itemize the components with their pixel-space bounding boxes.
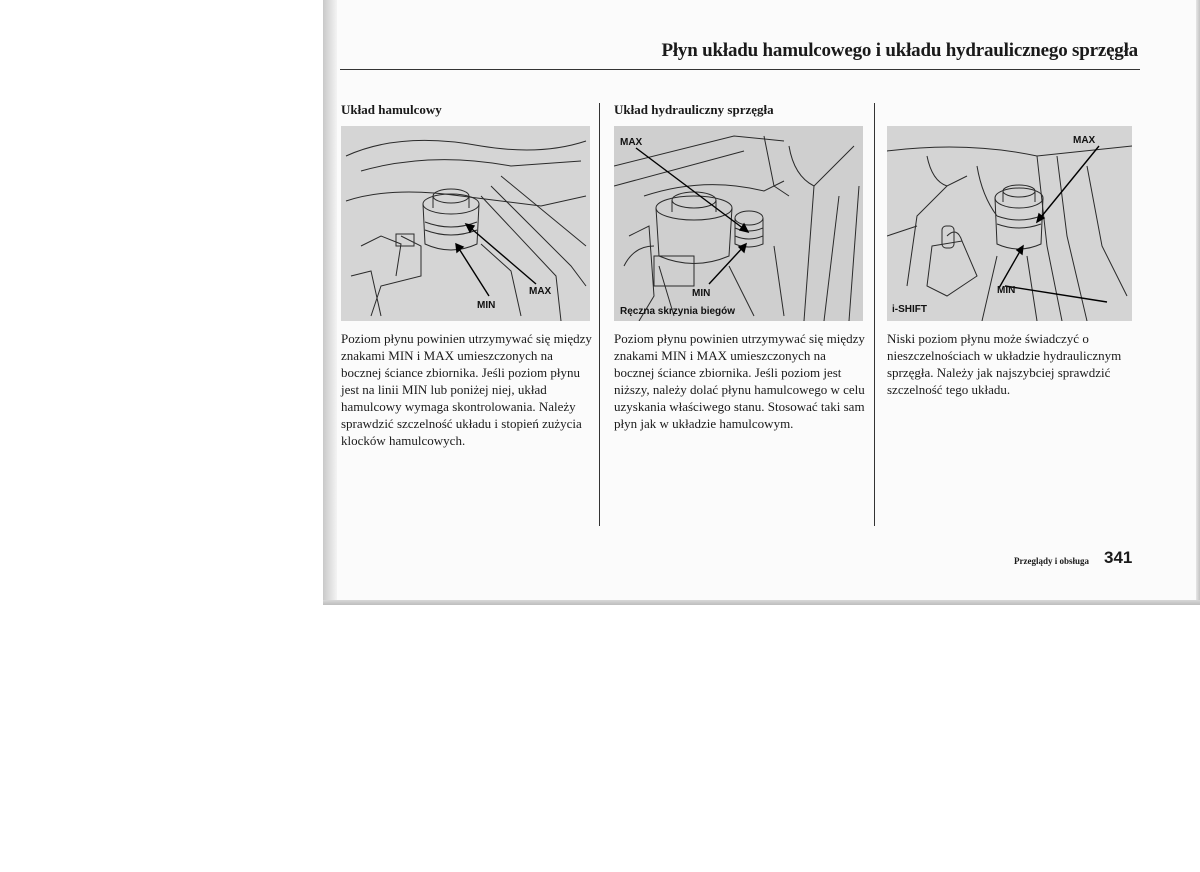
- page-bottom-edge: [323, 600, 1200, 605]
- min-label: MIN: [477, 300, 496, 311]
- page-number: 341: [1104, 548, 1133, 567]
- title-rule: [340, 69, 1140, 70]
- clutch-reservoir-manual-figure: [614, 126, 863, 321]
- page-title: Płyn układu hamulcowego i układu hydraulicznego sprzęgła: [661, 40, 1138, 61]
- min-label: MIN: [692, 288, 711, 299]
- clutch-reservoir-ishift-figure: [887, 126, 1132, 321]
- column-separator: [599, 103, 600, 526]
- figure-caption: i-SHIFT: [892, 304, 927, 315]
- footer-section-label: Przeglądy i obsługa: [1014, 556, 1090, 566]
- clutch-system-heading: Układ hydrauliczny sprzęgła: [614, 102, 774, 117]
- max-label: MAX: [1073, 135, 1096, 146]
- brake-system-heading: Układ hamulcowy: [341, 102, 442, 117]
- ishift-text: Niski poziom płynu może świadczyć o nieszczelnościach w układzie hydraulicznym sprzęgła. Należy jak najszybciej sprawdzić szczelność tego układu.: [887, 331, 1122, 397]
- page-edge: [1196, 0, 1200, 605]
- brake-system-text: Poziom płynu powinien utrzymywać się między znakami MIN i MAX umieszczonych na bocznej ściance zbiornika. Jeśli poziom płynu jest na linii MIN lub poniżej niej, układ hamulcowy wymaga skontrolowania. Należy sprawdzić szczelność układu i stopień zużycia klocków hamulcowych.: [341, 331, 592, 448]
- clutch-reservoir-manual-illustration: [614, 126, 863, 321]
- max-label: MAX: [529, 286, 552, 297]
- clutch-reservoir-ishift-illustration: [887, 126, 1132, 321]
- min-label: MIN: [997, 285, 1016, 296]
- brake-reservoir-illustration: [341, 126, 590, 321]
- max-label: MAX: [620, 137, 643, 148]
- figure-caption: Ręczna skrzynia biegów: [620, 306, 736, 317]
- binding-shadow: [323, 0, 337, 605]
- brake-reservoir-figure: [341, 126, 590, 321]
- clutch-system-text: Poziom płynu powinien utrzymywać się między znakami MIN i MAX umieszczonych na bocznej ściance zbiornika. Jeśli poziom jest niższy, należy dolać płynu hamulcowego w celu uzyskania właściwego stanu. Stosować taki sam płyn jak w układzie hamulcowym.: [614, 331, 865, 431]
- column-separator: [874, 103, 875, 526]
